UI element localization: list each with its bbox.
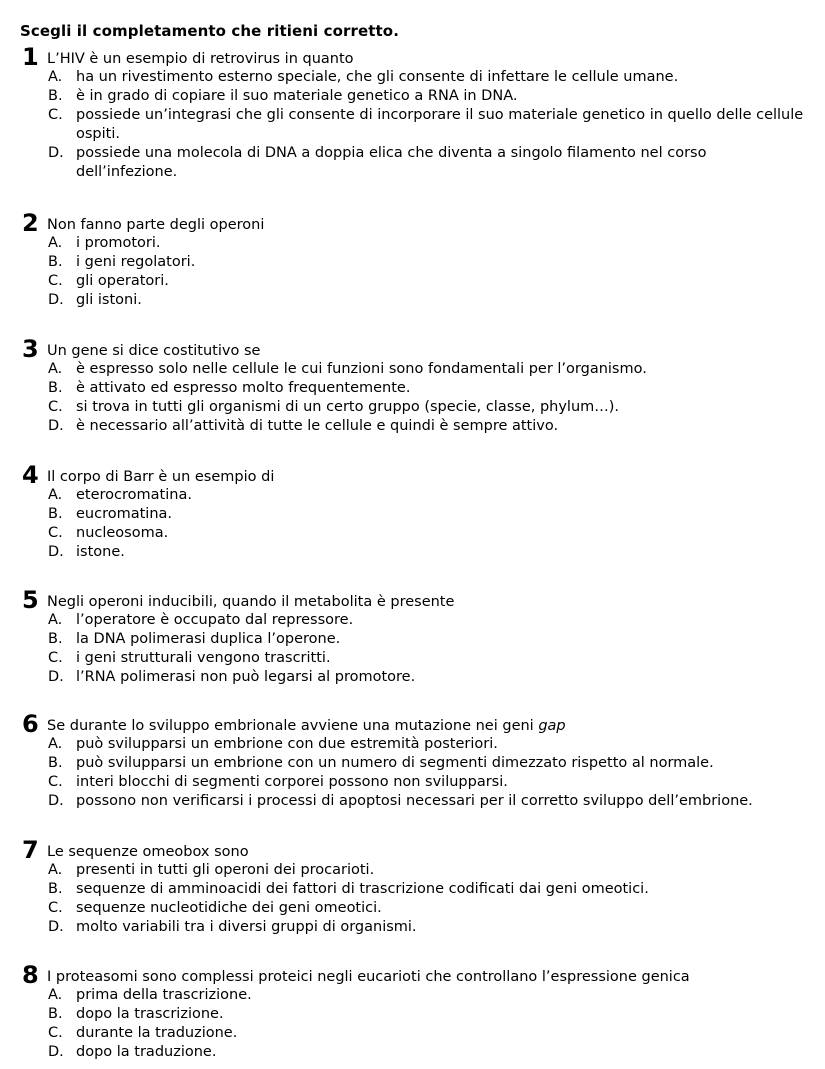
- option-letter: D.: [48, 292, 64, 308]
- option-text: gli istoni.: [76, 292, 142, 308]
- instruction-heading: Scegli il completamento che ritieni corretto.: [20, 22, 400, 40]
- option-letter: B.: [48, 88, 63, 104]
- option-letter: C.: [48, 399, 63, 415]
- option-text: l’RNA polimerasi non può legarsi al promotore.: [76, 669, 416, 685]
- question-stem: I proteasomi sono complessi proteici negli eucarioti che controllano l’espressione genica: [47, 969, 690, 985]
- option-text: molto variabili tra i diversi gruppi di organismi.: [76, 919, 417, 935]
- option-a[interactable]: [22, 735, 812, 754]
- option-letter: A.: [48, 361, 63, 377]
- option-text: la DNA polimerasi duplica l’operone.: [76, 631, 341, 647]
- question-stem: Negli operoni inducibili, quando il metabolita è presente: [47, 594, 455, 610]
- option-letter: B.: [48, 506, 63, 522]
- option-b[interactable]: [22, 505, 812, 524]
- option-text: i geni strutturali vengono trascritti.: [76, 650, 331, 666]
- option-text: i geni regolatori.: [76, 254, 196, 270]
- option-letter: A.: [48, 612, 63, 628]
- question-number: 1: [22, 43, 39, 71]
- option-text: possiede una molecola di DNA a doppia elica che diventa a singolo filamento nel corso dell’infezione.: [76, 145, 707, 180]
- option-text: dopo la trascrizione.: [76, 1006, 224, 1022]
- option-text: eucromatina.: [76, 506, 173, 522]
- option-text: istone.: [76, 544, 125, 560]
- option-a[interactable]: [22, 861, 812, 880]
- option-letter: A.: [48, 69, 63, 85]
- question-stem: Non fanno parte degli operoni: [47, 217, 265, 233]
- option-text: è espresso solo nelle cellule le cui funzioni sono fondamentali per l’organismo.: [76, 361, 647, 377]
- question-5: [22, 587, 812, 687]
- option-text: presenti in tutti gli operoni dei procarioti.: [76, 862, 375, 878]
- option-a[interactable]: [22, 360, 812, 379]
- option-text: possiede un’integrasi che gli consente di incorporare il suo materiale genetico in quello delle cellule ospiti.: [76, 107, 804, 142]
- option-letter: D.: [48, 1044, 64, 1060]
- option-a[interactable]: [22, 234, 812, 253]
- option-b[interactable]: [22, 379, 812, 398]
- option-letter: D.: [48, 793, 64, 809]
- option-c[interactable]: [22, 272, 812, 291]
- option-text: è necessario all’attività di tutte le cellule e quindi è sempre attivo.: [76, 418, 559, 434]
- question-3: [22, 336, 812, 436]
- option-letter: D.: [48, 669, 64, 685]
- option-letter: C.: [48, 273, 63, 289]
- option-text: interi blocchi di segmenti corporei possono non svilupparsi.: [76, 774, 508, 790]
- option-c[interactable]: [22, 1024, 812, 1043]
- option-text: l’operatore è occupato dal repressore.: [76, 612, 354, 628]
- option-text: dopo la traduzione.: [76, 1044, 217, 1060]
- question-2: [22, 210, 812, 310]
- option-c[interactable]: [22, 773, 812, 792]
- question-stem: L’HIV è un esempio di retrovirus in quanto: [47, 51, 354, 67]
- option-text: è in grado di copiare il suo materiale genetico a RNA in DNA.: [76, 88, 518, 104]
- question-1: [22, 44, 812, 182]
- option-c[interactable]: [22, 649, 812, 668]
- option-b[interactable]: [22, 1005, 812, 1024]
- option-b[interactable]: [22, 87, 812, 106]
- option-letter: B.: [48, 631, 63, 647]
- option-text: durante la traduzione.: [76, 1025, 238, 1041]
- option-b[interactable]: [22, 253, 812, 272]
- option-letter: C.: [48, 1025, 63, 1041]
- question-number: 8: [22, 961, 39, 989]
- question-number: 5: [22, 586, 39, 614]
- question-8: [22, 962, 812, 1062]
- option-text: può svilupparsi un embrione con un numero di segmenti dimezzato rispetto al normale.: [76, 755, 714, 771]
- question-stem: Le sequenze omeobox sono: [47, 844, 249, 860]
- option-d[interactable]: [22, 417, 812, 436]
- option-letter: C.: [48, 107, 63, 123]
- option-letter: D.: [48, 418, 64, 434]
- option-text: può svilupparsi un embrione con due estremità posteriori.: [76, 736, 498, 752]
- option-letter: A.: [48, 862, 63, 878]
- question-stem: [47, 717, 566, 735]
- option-text: si trova in tutti gli organismi di un certo gruppo (specie, classe, phylum…).: [76, 399, 620, 415]
- option-c[interactable]: [22, 524, 812, 543]
- option-a[interactable]: [22, 611, 812, 630]
- question-stem: Un gene si dice costitutivo se: [47, 343, 261, 359]
- option-d[interactable]: [22, 668, 812, 687]
- option-text: gli operatori.: [76, 273, 169, 289]
- option-d[interactable]: [22, 144, 812, 182]
- question-number: 4: [22, 461, 39, 489]
- option-text: sequenze di amminoacidi dei fattori di trascrizione codificati dai geni omeotici.: [76, 881, 649, 897]
- option-letter: A.: [48, 987, 63, 1003]
- option-letter: B.: [48, 380, 63, 396]
- option-letter: D.: [48, 544, 64, 560]
- question-number: 3: [22, 335, 39, 363]
- option-text: è attivato ed espresso molto frequentemente.: [76, 380, 411, 396]
- option-a[interactable]: [22, 68, 812, 87]
- option-letter: B.: [48, 881, 63, 897]
- question-stem: Il corpo di Barr è un esempio di: [47, 469, 275, 485]
- option-text: nucleosoma.: [76, 525, 169, 541]
- option-letter: D.: [48, 919, 64, 935]
- option-a[interactable]: [22, 986, 812, 1005]
- option-letter: B.: [48, 1006, 63, 1022]
- question-number: 6: [22, 710, 39, 738]
- option-c[interactable]: [22, 899, 812, 918]
- option-letter: D.: [48, 145, 64, 161]
- question-number: 7: [22, 836, 39, 864]
- option-d[interactable]: [22, 1043, 812, 1062]
- option-d[interactable]: [22, 792, 812, 811]
- option-a[interactable]: [22, 486, 812, 505]
- option-d[interactable]: [22, 543, 812, 562]
- option-b[interactable]: [22, 630, 812, 649]
- option-letter: A.: [48, 736, 63, 752]
- option-text: ha un rivestimento esterno speciale, che gli consente di infettare le cellule umane.: [76, 69, 679, 85]
- option-c[interactable]: [22, 106, 812, 144]
- option-b[interactable]: [22, 754, 812, 773]
- option-letter: A.: [48, 487, 63, 503]
- option-text: possono non verificarsi i processi di apoptosi necessari per il corretto sviluppo dell’embrione.: [76, 793, 753, 809]
- question-stem-italic: gap: [538, 718, 566, 734]
- option-text: i promotori.: [76, 235, 161, 251]
- option-letter: C.: [48, 525, 63, 541]
- option-letter: C.: [48, 774, 63, 790]
- option-c[interactable]: [22, 398, 812, 417]
- option-letter: B.: [48, 254, 63, 270]
- question-number: 2: [22, 209, 39, 237]
- option-letter: B.: [48, 755, 63, 771]
- question-stem-text: Se durante lo sviluppo embrionale avviene una mutazione nei geni: [47, 718, 534, 734]
- question-6: [22, 711, 812, 811]
- option-text: sequenze nucleotidiche dei geni omeotici.: [76, 900, 382, 916]
- question-4: [22, 462, 812, 562]
- option-letter: C.: [48, 900, 63, 916]
- option-d[interactable]: [22, 291, 812, 310]
- question-7: [22, 837, 812, 937]
- option-letter: A.: [48, 235, 63, 251]
- option-b[interactable]: [22, 880, 812, 899]
- option-d[interactable]: [22, 918, 812, 937]
- option-text: prima della trascrizione.: [76, 987, 252, 1003]
- option-text: eterocromatina.: [76, 487, 192, 503]
- option-letter: C.: [48, 650, 63, 666]
